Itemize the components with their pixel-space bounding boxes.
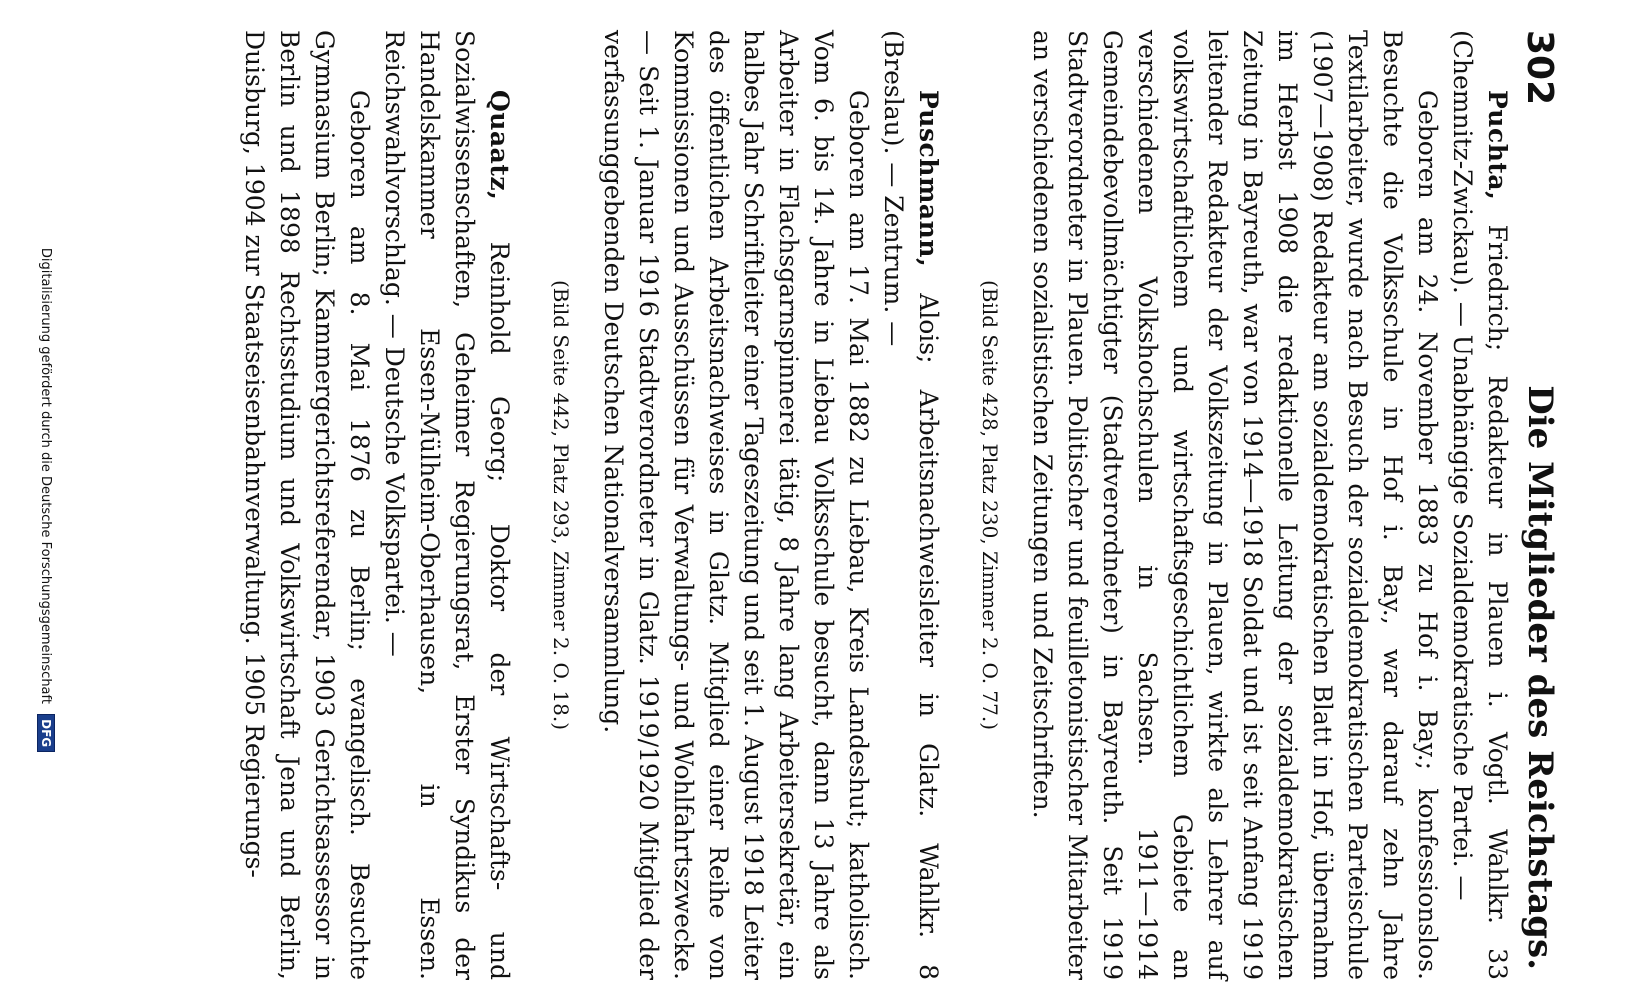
- dfg-logo: DFG: [37, 714, 55, 752]
- biography-entry-quaatz: [237, 30, 517, 980]
- entry-name: Puchta,: [1483, 90, 1512, 201]
- page-body: [211, 30, 1515, 980]
- page-header: [1510, 30, 1560, 970]
- biography-entry-puschmann: [543, 30, 946, 980]
- entry-body: Geboren am 24. November 1883 zu Hof i. Bay.; konfessionslos. Besuchte die Volksschule in Hof i. Bay., war darauf zehn Jahre Textilarbeiter, wurde nach Besuch der sozialdemokratischen Parteischule (1907—1908) Redakteur am sozialdemokratischen Blatt in Hof, übernahm im Herbst 1908 die redaktionelle Leitung der sozialdemokratischen Zeitung in Bayreuth, war von 1914—1918 Soldat und ist seit Anfang 1919 leitender Redakteur der Volkszeitung in Plauen, wirkte als Lehrer auf volkswirtschaftlichem und wirtschaftsgeschichtlichem Gebiete an verschiedenen Volkshochschulen in Sachsen. 1911—1914 Gemeindebevollmächtigter (Stadtverordneter) in Bayreuth. Seit 1919 Stadtverordneter in Plauen. Politischer und feuilletonistischer Mitarbeiter an verschiedenen sozialistischen Zeitungen und Zeitschriften.: [1028, 30, 1442, 980]
- entry-name: Puschmann,: [914, 90, 943, 268]
- entry-body: Geboren am 17. Mai 1882 zu Liebau, Kreis Landeshut; katholisch. Vom 6. bis 14. Jahre in Liebau Volksschule besucht, dann 13 Jahre als Arbeiter in Flachsgarnspinnerei tätig, 8 Jahre lang Arbeitersekretär, ein halbes Jahr Schriftleiter einer Tageszeitung und seit 1. August 1918 Leiter des öffentlichen Arbeitsnachweises in Glatz. Mitglied einer Reihe von Kommissionen und Ausschüssen für Verwaltungs- und Wohlfahrtszwecke. — Seit 1. Januar 1916 Stadtverordneter in Glatz. 1919/1920 Mitglied der verfassunggebenden Deutschen Nationalversammlung.: [599, 30, 873, 980]
- entry-intro-text: Friedrich; Redakteur in Plauen i. Vogtl. Wahlkr. 33 (Chemnitz-Zwickau). — Unabhängige Sozialdemokratische Partei. —: [1448, 30, 1512, 980]
- entry-name: Quaatz,: [485, 90, 514, 201]
- entry-intro-text: Reinhold Georg; Doktor der Wirtschafts- und Sozialwissenschaften, Geheimer Regierungsrat, Erster Syndikus der Handelskammer Essen-Mülheim-Oberhausen, in Essen. Reichswahlvorschlag. — Deutsche Volkspartei. —: [380, 30, 514, 980]
- page-number: 302: [1519, 30, 1560, 106]
- running-title: Die Mitglieder des Reichstags.: [1520, 385, 1560, 970]
- entry-intro: [377, 30, 517, 980]
- funding-note: Digitalisierung gefördert durch die Deutsche Forschungsgemeinschaft: [38, 247, 53, 704]
- entry-intro: [1445, 30, 1515, 980]
- entry-intro: [876, 30, 946, 980]
- entry-body: Geboren am 8. Mai 1876 zu Berlin; evangelisch. Besuchte Gymnasium Berlin; Kammergerichtsreferendar, 1903 Gerichtsassessor in Berlin und 1898 Rechtsstudium und Volkswirtschaft Jena und Berlin, Duisburg, 1904 zur Staatseisenbahnverwaltung. 1905 Regierungs-: [240, 30, 374, 980]
- biography-entry-puchta: [972, 30, 1515, 980]
- entry-caption: (Bild Seite 442, Platz 293, Zimmer 2. O. 18.): [549, 279, 573, 731]
- entry-intro-text: Alois; Arbeitsnachweisleiter in Glatz. Wahlkr. 8 (Breslau). — Zentrum. —: [879, 30, 943, 980]
- funding-footer: [15, 0, 55, 1000]
- entry-caption: (Bild Seite 428, Platz 230, Zimmer 2. O. 77.): [978, 279, 1002, 731]
